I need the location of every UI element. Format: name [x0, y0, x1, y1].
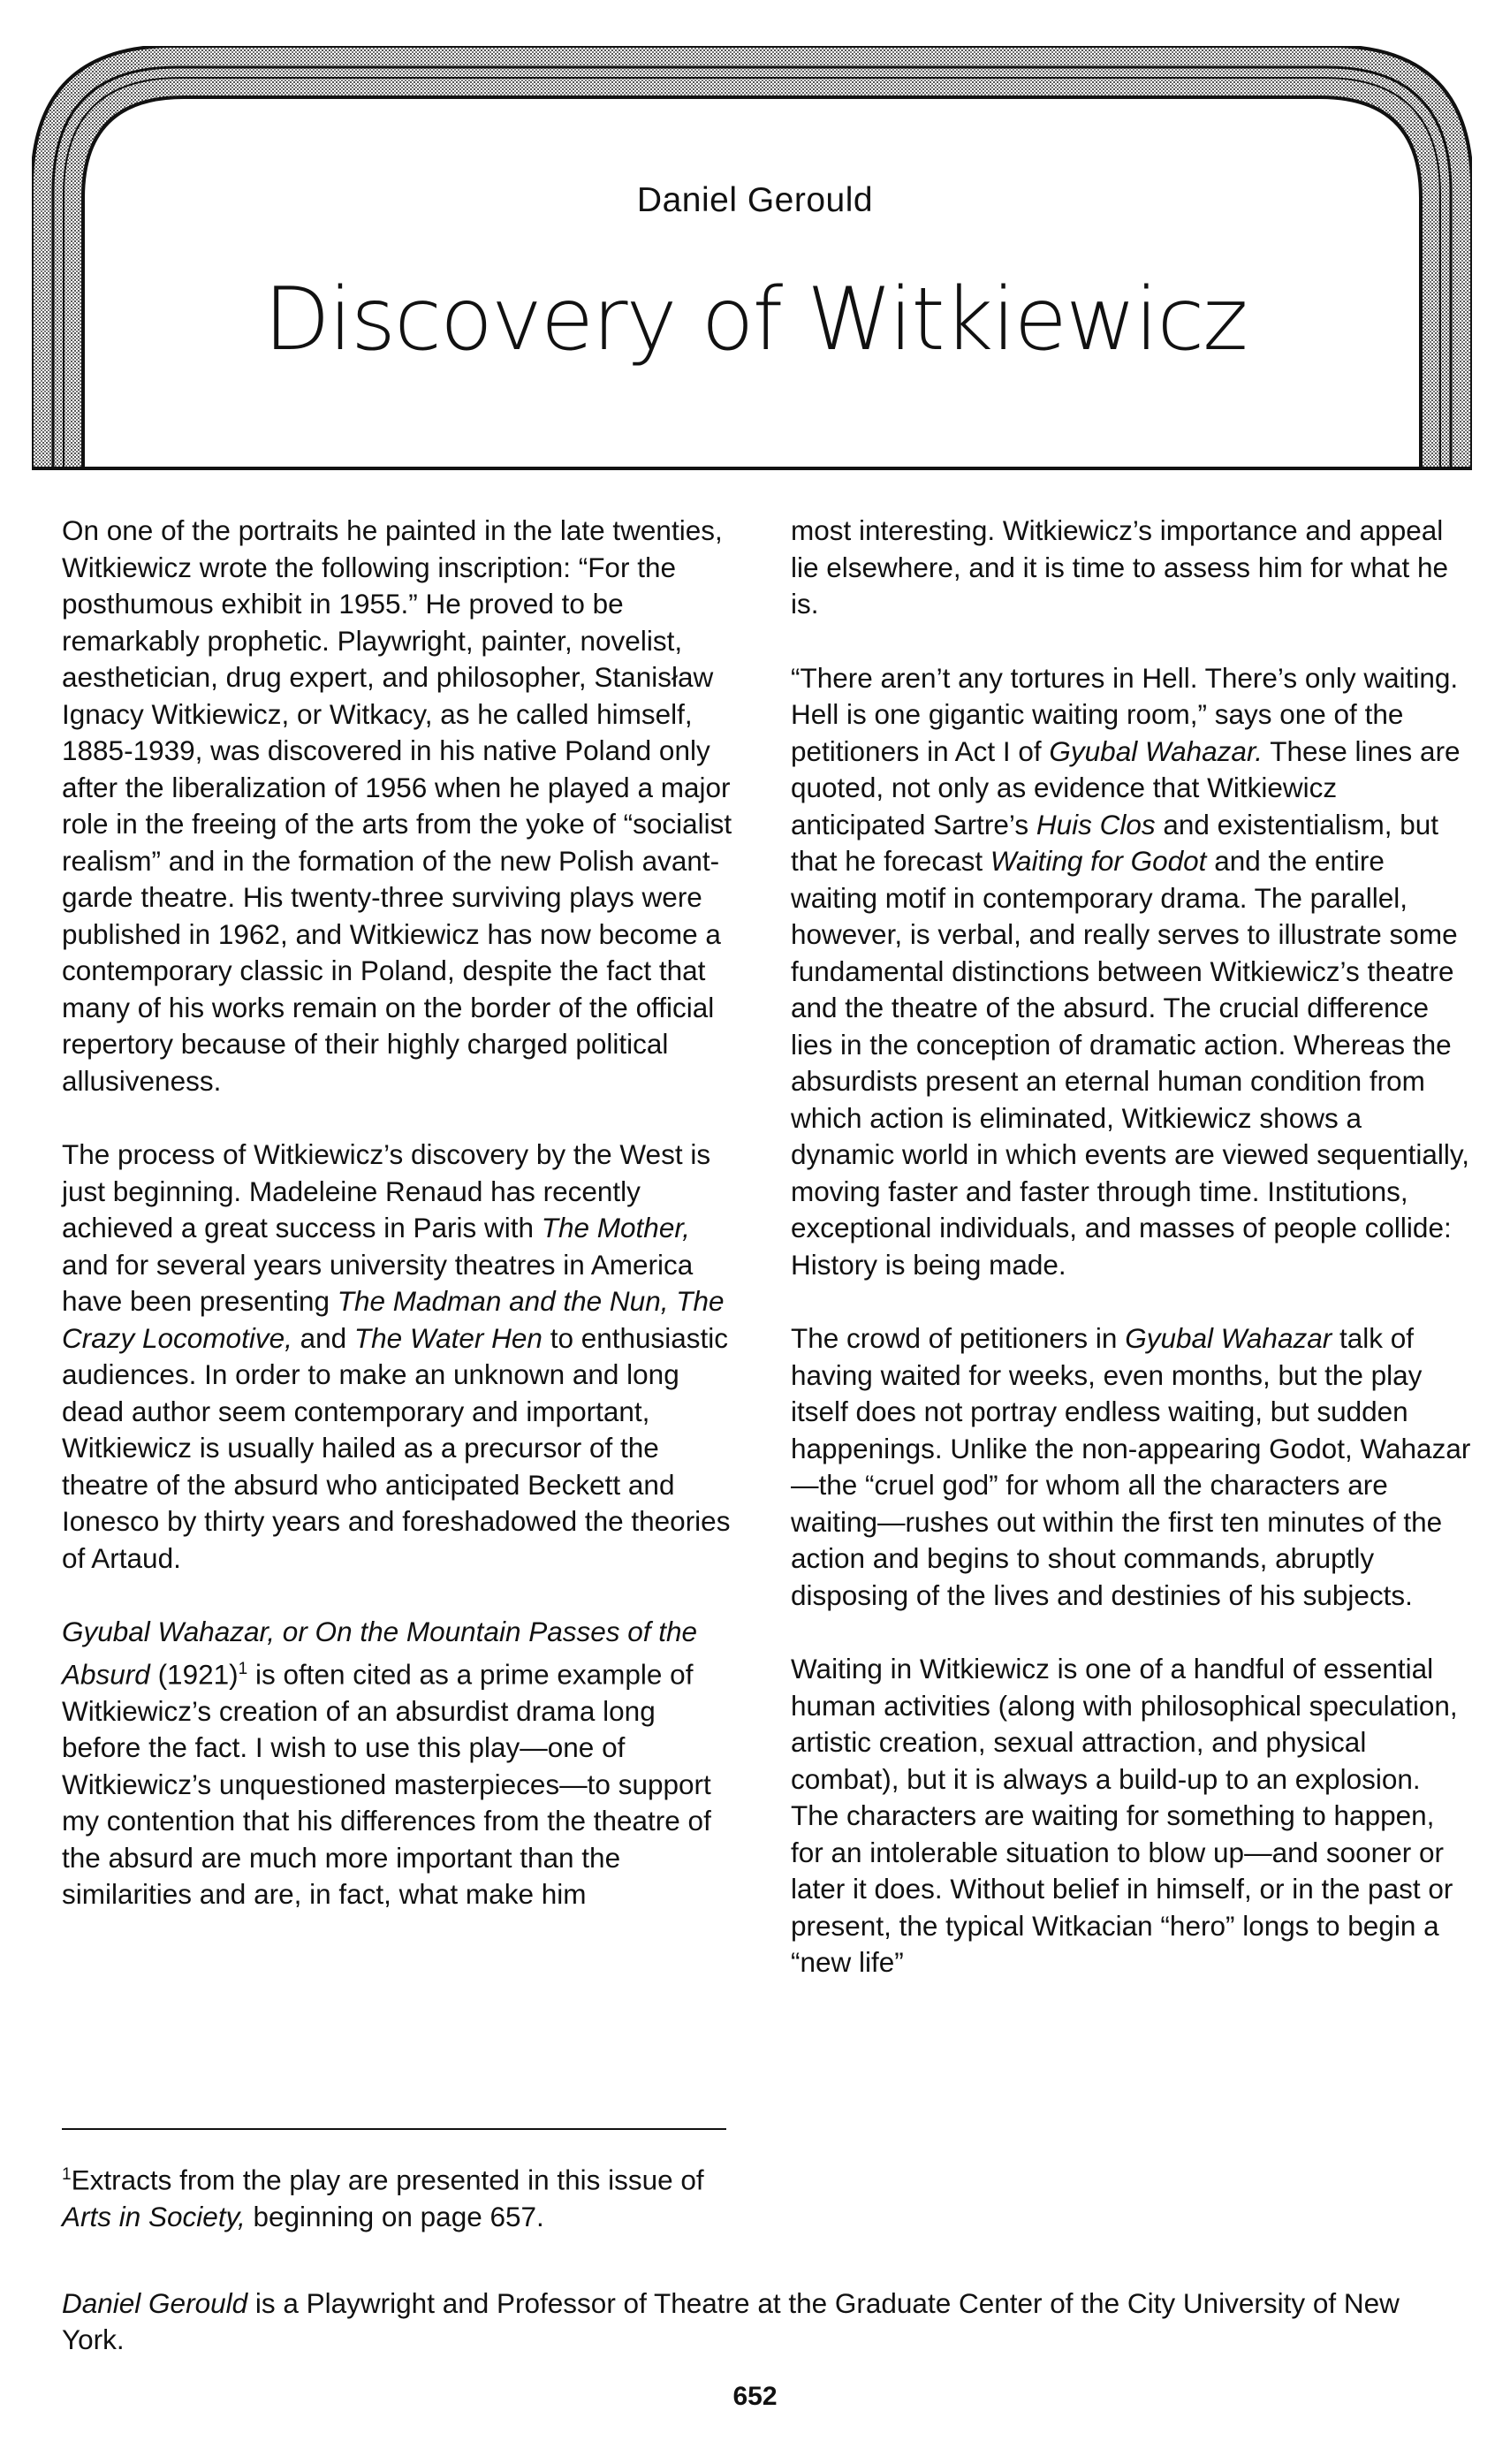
paragraph: Gyubal Wahazar, or On the Mountain Passes of the Absurd $(1921)^1$ is often cited as a prime example of Witkiewicz’s creation of an absurdist drama long before the fact. I wish to use this play—one of Witkiewicz’s unquestioned masterpieces—to support my contention that his differences from the theatre of the absurd are much more important than the similarities and are, in fact, what make him — [62, 1616, 711, 1910]
header-frame — [32, 46, 1472, 470]
footnote-divider — [62, 2128, 726, 2130]
right-column — [791, 513, 1471, 2019]
paragraph: most interesting. Witkiewicz’s importance and appeal lie elsewhere, and it is time to assess him for what he is. — [791, 514, 1449, 620]
left-column — [62, 513, 733, 1951]
page-number: 652 — [732, 2382, 778, 2411]
footnote: $^1$Extracts from the play are presented in this issue of Arts in Society, beginning on page 657. — [62, 2164, 704, 2232]
paragraph: The crowd of petitioners in Gyubal Wahazar talk of having waited for weeks, even months, but the play itself does not portray endless waiting, but sudden happenings. Unlike the non-appearing Godot, Wahazar—the “cruel god” for whom all the characters are waiting—rushes out within the first ten minutes of the action and begins to shout commands, abruptly disposing of the lives and destinies of his subjects. — [791, 1322, 1471, 1611]
footnote-ref[interactable]: 1 — [238, 1659, 248, 1678]
paragraph: Waiting in Witkiewicz is one of a handful of essential human activities (along with philosophical speculation, artistic creation, sexual attraction, and physical combat), but it is always a build-up to an explosion. The characters are waiting for something to happen, for an intolerable situation to blow up—and sooner or later it does. Without belief in himself, or in the past or present, the typical Witkacian “hero” longs to begin a “new life” — [791, 1653, 1458, 1978]
article-title: Discovery of Witkiewicz — [263, 270, 1247, 370]
paragraph: On one of the portraits he painted in the late twenties, Witkiewicz wrote the following inscription: “For the posthumous exhibit in 1955.” He proved to be remarkably prophetic. Playwright, painter, novelist, aesthetician, drug expert, and philosopher, Stanisław Ignacy Witkiewicz, or Witkacy, as he called himself, 1885-1939, was discovered in his native Poland only after the liberalization of 1956 when he played a major role in the freeing of the arts from the yoke of “socialist realism” and in the formation of the new Polish avant-garde theatre. His twenty-three surviving plays were published in 1962, and Witkiewicz has now become a contemporary classic in Poland, despite the fact that many of his works remain on the border of the official repertory because of their highly charged political allusiveness. — [62, 514, 732, 1097]
paragraph: “There aren’t any tortures in Hell. There’s only waiting. Hell is one gigantic waiting room,” says one of the petitioners in Act I of Gyubal Wahazar. These lines are quoted, not only as evidence that Witkiewicz anticipated Sartre’s Huis Clos and existentialism, but that he forecast Waiting for Godot and the entire waiting motif in contemporary drama. The parallel, however, is verbal, and really serves to illustrate some fundamental distinctions between Witkiewicz’s theatre and the theatre of the absurd. The crucial difference lies in the conception of dramatic action. Whereas the absurdists present an eternal human condition from which action is eliminated, Witkiewicz shows a dynamic world in which events are viewed sequentially, moving faster and faster through time. Institutions, exceptional individuals, and masses of people collide: History is being made. — [791, 661, 1470, 1281]
author-name: Daniel Gerould — [636, 181, 874, 219]
paragraph: The process of Witkiewicz’s discovery by the West is just beginning. Madeleine Renaud has recently achieved a great success in Paris with The Mother, and for several years university theatres in America have been presenting The Madman and the Nun, The Crazy Locomotive, and The Water Hen to enthusiastic audiences. In order to make an unknown and long dead author seem contemporary and important, Witkiewicz is usually hailed as a precursor of the theatre of the absurd who anticipated Beckett and Ionesco by thirty years and foreshadowed the theories of Artaud. — [62, 1138, 731, 1574]
author-bio: Daniel Gerould is a Playwright and Professor of Theatre at the Graduate Center of the City University of New York. — [62, 2287, 1400, 2355]
